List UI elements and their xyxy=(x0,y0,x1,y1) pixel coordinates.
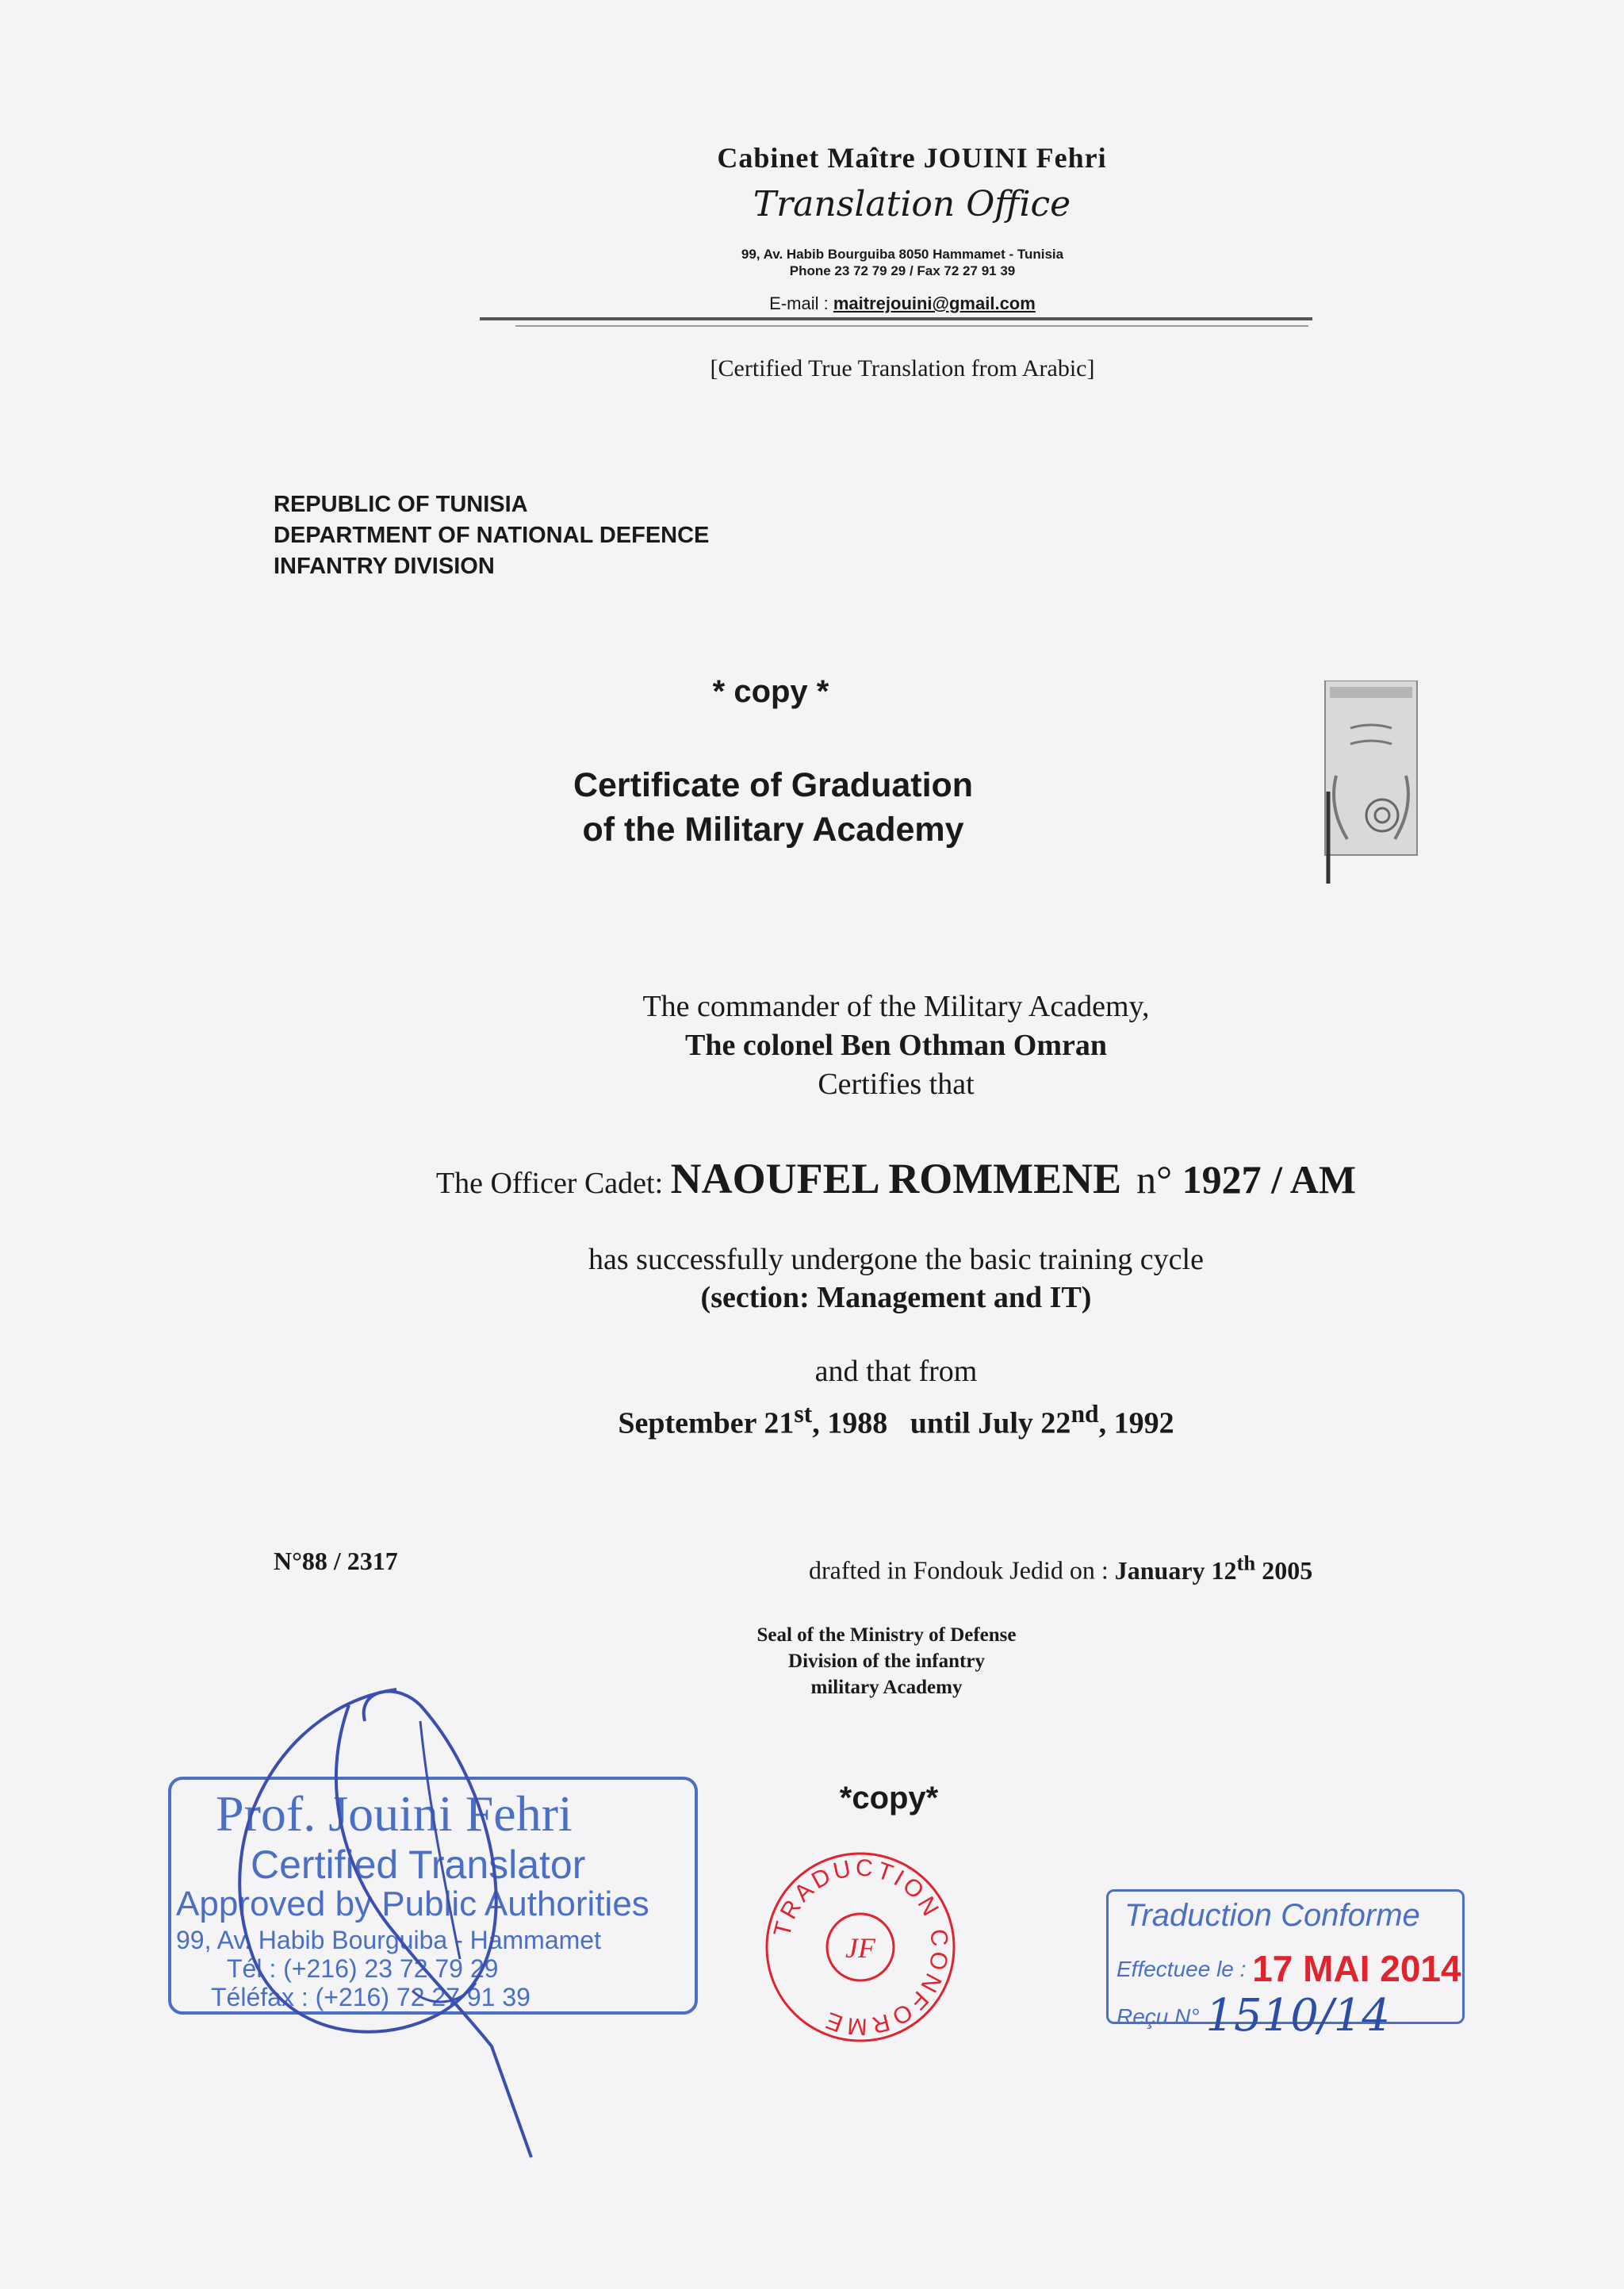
seal-line-1: Seal of the Ministry of Defense xyxy=(756,1624,1017,1646)
period-line xyxy=(0,1393,1624,1445)
copy-mark-2: *copy* xyxy=(839,1781,939,1815)
seal-ring-text: TRADUCTION CONFORME xyxy=(768,1854,953,2040)
header-divider-thin xyxy=(515,325,1308,327)
tc-effected-date: 17 MAI 2014 xyxy=(1252,1948,1461,1989)
stamp-line-2: Certified Translator xyxy=(251,1842,586,1887)
section-line: (section: Management and IT) xyxy=(700,1281,1092,1314)
email-link[interactable]: maitrejouini@gmail.com xyxy=(833,293,1036,313)
tc-effected-label: Effectuee le : xyxy=(1116,1957,1247,1981)
certified-note: [Certified True Translation from Arabic] xyxy=(710,355,1095,382)
training-statement xyxy=(0,1240,1624,1317)
stamp-line-5: Tél : (+216) 23 72 79 29 xyxy=(227,1954,499,1983)
address-line: 99, Av. Habib Bourguiba 8050 Hammamet - Tunisia xyxy=(741,247,1064,262)
drafted-year: 2005 xyxy=(1262,1555,1313,1585)
header-divider xyxy=(480,317,1312,320)
traduction-conforme-stamp xyxy=(1106,1889,1465,2042)
office-name: Cabinet Maître JOUINI Fehri xyxy=(717,142,1107,174)
cadet-number: 1927 / AM xyxy=(1182,1157,1357,1202)
seal-line-2: Division of the infantry xyxy=(788,1651,985,1672)
period-statement xyxy=(0,1350,1624,1445)
tc-effected-line xyxy=(1116,1942,1461,1989)
certifying-statement xyxy=(0,987,1624,1104)
office-address xyxy=(0,246,1624,279)
email-label: E-mail : xyxy=(769,293,829,313)
office-subtitle: Translation Office xyxy=(753,184,1071,224)
stamp-line-6: Téléfax : (+216) 72 27 91 39 xyxy=(211,1983,530,2011)
tc-received-label: Reçu N° xyxy=(1116,2004,1200,2029)
from-line: and that from xyxy=(814,1355,978,1388)
drafted-text: drafted in Fondouk Jedid on : xyxy=(809,1555,1109,1585)
organization-block xyxy=(274,489,709,582)
tc-title: Traduction Conforme xyxy=(1124,1898,1420,1933)
colonel-line: The colonel Ben Othman Omran xyxy=(684,1029,1108,1062)
drafted-date-day: January 12 xyxy=(1114,1555,1237,1585)
title-line-1: Certificate of Graduation xyxy=(573,766,974,804)
period-start-year: , 1988 xyxy=(812,1406,888,1440)
stamp-line-4: 99, Av. Habib Bourguiba - Hammamet xyxy=(176,1926,601,1954)
cadet-number-prefix: n° xyxy=(1136,1157,1173,1202)
cadet-label: The Officer Cadet: xyxy=(435,1167,664,1200)
training-line: has successfully undergone the basic training cycle xyxy=(588,1243,1204,1276)
document-title xyxy=(0,763,1546,852)
office-email-line xyxy=(0,293,1624,314)
commander-line: The commander of the Military Academy, xyxy=(642,990,1150,1023)
seal-initials: JF xyxy=(845,1932,875,1964)
period-end: until July 22 xyxy=(910,1406,1071,1440)
drafted-date xyxy=(1114,1551,1313,1585)
period-end-year: , 1992 xyxy=(1098,1406,1174,1440)
title-line-2: of the Military Academy xyxy=(582,811,964,849)
tc-received-line xyxy=(1116,1984,1390,2042)
phone-line: Phone 23 72 79 29 / Fax 72 27 91 39 xyxy=(789,263,1016,278)
period-start: September 21 xyxy=(618,1406,795,1440)
period-end-sup: nd xyxy=(1071,1400,1099,1428)
conformity-seal-icon xyxy=(761,1848,959,2046)
stamp-line-3: Approved by Public Authorities xyxy=(176,1884,649,1923)
period-start-sup: st xyxy=(794,1400,813,1428)
drafted-line xyxy=(809,1551,1312,1585)
stamp-line-1: Prof. Jouini Fehri xyxy=(216,1785,573,1842)
cadet-name: NAOUFEL ROMMENE xyxy=(670,1155,1122,1202)
seal-line-3: military Academy xyxy=(810,1677,963,1698)
tc-received-number: 1510/14 xyxy=(1205,1990,1390,2042)
translator-signature-icon xyxy=(159,1674,714,2165)
drafted-date-sup: th xyxy=(1236,1551,1256,1574)
cadet-line xyxy=(0,1154,1624,1203)
org-line-2: DEPARTMENT OF NATIONAL DEFENCE xyxy=(274,523,710,548)
reference-number: N°88 / 2317 xyxy=(274,1547,398,1575)
org-line-1: REPUBLIC OF TUNISIA xyxy=(274,492,528,517)
certifies-line: Certifies that xyxy=(818,1068,975,1101)
academy-emblem-icon xyxy=(1319,681,1423,884)
copy-mark: * copy * xyxy=(712,674,829,709)
org-line-3: INFANTRY DIVISION xyxy=(274,554,495,579)
